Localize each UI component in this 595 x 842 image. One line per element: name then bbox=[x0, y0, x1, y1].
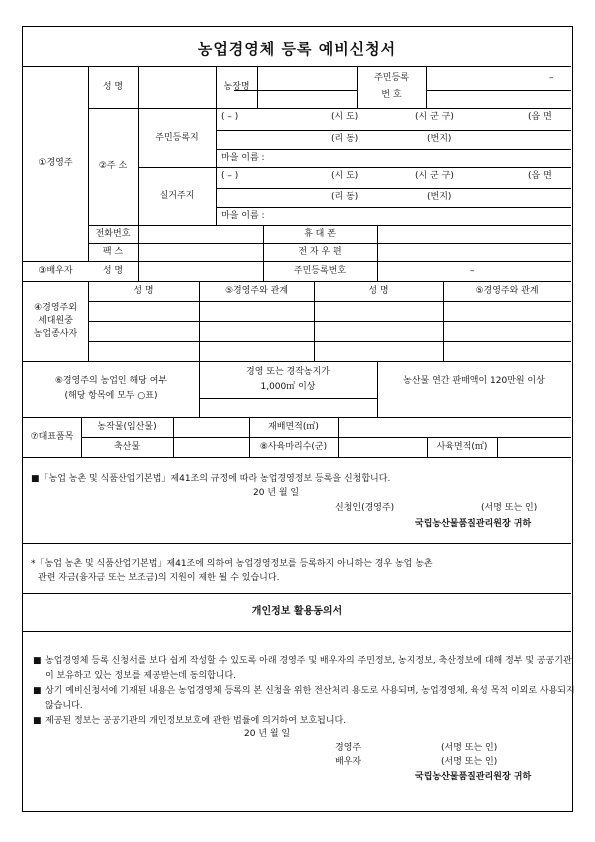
spouse-label: ③배우자 bbox=[38, 266, 73, 276]
consent-spouse-signature[interactable]: (서명 또는 인) bbox=[441, 757, 498, 767]
vrule-rrn-value bbox=[426, 66, 427, 108]
rule-title bbox=[23, 66, 571, 67]
household-col-name-2: 성 명 bbox=[368, 286, 389, 296]
farm-name-label: 농장명 bbox=[223, 82, 250, 92]
bullet-icon: ■ bbox=[33, 686, 42, 696]
res-sido: (시 도) bbox=[331, 171, 359, 181]
reg-sido: (시 도) bbox=[331, 112, 359, 122]
rule-opt1-split bbox=[199, 398, 377, 399]
res-beonji: (번지) bbox=[427, 192, 452, 202]
rrn-dash: – bbox=[549, 73, 554, 83]
res-address-label: 실거주지 bbox=[159, 191, 195, 201]
name-input[interactable] bbox=[140, 68, 214, 106]
application-statement: ■「농업 농촌 및 식품산업기본법」제41조의 규정에 따라 농업경영정보 등록을 신청합니다. bbox=[31, 474, 391, 484]
consent-title: 개인정보 활용동의서 bbox=[251, 606, 343, 617]
farmer-status-hint: (해당 항목에 모두 ○표) bbox=[64, 391, 158, 401]
name-label: 성 명 bbox=[102, 82, 124, 92]
option-farmland-line1: 경영 또는 경작농지가 bbox=[246, 367, 330, 377]
vrule-items-c4 bbox=[338, 417, 339, 457]
farmer-status-label: ⑥경영주의 농업인 해당 여부 bbox=[54, 376, 168, 386]
bullet-icon: ■ bbox=[33, 716, 42, 726]
vrule-phone-value bbox=[377, 225, 378, 281]
breeding-area-label: 사육면적(㎡) bbox=[436, 442, 488, 452]
spouse-name-input[interactable] bbox=[140, 263, 261, 280]
farm-name-input[interactable] bbox=[259, 68, 355, 106]
reg-eupmyeon: (읍 면 bbox=[528, 112, 552, 122]
consent-addressee: 국립농산물품질관리원장 귀하 bbox=[415, 772, 532, 782]
vrule-addr-sub bbox=[216, 108, 217, 225]
consent-item-text: 농업경영체 등록 신청서를 보다 쉽게 작성할 수 있도록 아래 경영주 및 배우자의 주민정보, 농지정보, 축산정보에 대해 정부 및 공공기관이 보유하고 있는 정보를 제공받는데 동의합니다. bbox=[45, 656, 572, 681]
household-label-2: 세대원중 bbox=[38, 316, 73, 326]
household-label-3: 농업종사자 bbox=[33, 329, 78, 339]
rule-household-r2 bbox=[88, 341, 571, 342]
spouse-rrn-dash: – bbox=[470, 266, 475, 276]
livestock-label: 축산물 bbox=[113, 442, 141, 452]
bullet-icon: ■ bbox=[33, 656, 42, 666]
rule-row1 bbox=[88, 108, 571, 109]
reg-village-label: 마을 이름 : bbox=[221, 153, 265, 163]
crop-label: 농작물(임산물) bbox=[97, 422, 157, 432]
email-input[interactable] bbox=[379, 245, 569, 260]
rule-items-end bbox=[23, 457, 571, 458]
consent-item-text: 제공된 정보는 공공기관의 개인정보보호에 관한 법률에 의거하여 보호됩니다. bbox=[45, 716, 347, 726]
rule-application-end bbox=[23, 543, 571, 544]
consent-item-text: 상기 예비신청서에 기재된 내용은 농업경영체 등록의 본 신청을 위한 전산처리 용도로 사용되며, 농업경영체, 육성 목적 이외로 사용되지 않습니다. bbox=[45, 686, 575, 711]
reg-postcode: ( – ) bbox=[221, 112, 239, 122]
household-col-relation-2: ⑤경영주와 관계 bbox=[475, 286, 539, 296]
applicant-signature[interactable]: (서명 또는 인) bbox=[481, 503, 538, 513]
mobile-input[interactable] bbox=[379, 227, 569, 242]
rule-household-end bbox=[23, 361, 571, 362]
household-col-name-1: 성 명 bbox=[133, 286, 154, 296]
consent-operator-signature[interactable]: (서명 또는 인) bbox=[441, 743, 498, 753]
reg-sigungu: (시 군 구) bbox=[415, 112, 454, 122]
household-col-relation-1: ⑤경영주와 관계 bbox=[224, 286, 289, 296]
consent-operator-label: 경영주 bbox=[335, 743, 362, 753]
reg-ridong: (리 동) bbox=[331, 134, 359, 144]
rrn-label-1: 주민등록 bbox=[374, 73, 409, 83]
breeding-area-input[interactable] bbox=[499, 439, 569, 456]
address-label: ②주 소 bbox=[98, 161, 128, 171]
items-label: ⑦대표품목 bbox=[30, 432, 74, 442]
res-postcode: ( – ) bbox=[221, 171, 239, 181]
application-form bbox=[22, 26, 573, 812]
rule-reg-end bbox=[138, 167, 571, 168]
option-farmland-line2: 1,000㎡ 이상 bbox=[260, 382, 316, 392]
vrule-status-opt2 bbox=[377, 361, 378, 417]
operator-label: ①경영주 bbox=[38, 158, 73, 168]
herd-count-input[interactable] bbox=[340, 439, 426, 456]
spouse-rrn-label: 주민등록번호 bbox=[293, 266, 347, 276]
notice-line-2: 관련 자금(융자금 또는 보조금)의 지원이 제한 될 수 있습니다. bbox=[38, 573, 280, 583]
cultivation-area-input[interactable] bbox=[340, 419, 569, 436]
vrule-name-value bbox=[138, 66, 139, 281]
res-ridong: (리 동) bbox=[331, 192, 359, 202]
vrule-items-c6 bbox=[497, 437, 498, 457]
reg-address-label: 주민등록지 bbox=[155, 133, 199, 143]
fax-label: 팩 스 bbox=[102, 247, 124, 257]
rule-notice-end bbox=[23, 593, 571, 594]
consent-item bbox=[33, 654, 575, 684]
household-label-1: ④경영주외 bbox=[34, 303, 77, 313]
consent-item bbox=[33, 714, 575, 729]
option-sales[interactable]: 농산물 연간 판매액이 120만원 이상 bbox=[403, 376, 545, 386]
vrule-items-c2 bbox=[173, 417, 174, 457]
rule-addr-end bbox=[88, 225, 571, 226]
application-date: 20 년 월 일 bbox=[253, 488, 300, 498]
vrule-farm-value bbox=[257, 66, 258, 108]
herd-count-label: ⑧사육마리수(군) bbox=[259, 442, 328, 452]
rrn-input[interactable] bbox=[428, 68, 569, 106]
applicant-label: 신청인(경영주) bbox=[335, 503, 395, 513]
rule-household-r1 bbox=[88, 321, 571, 322]
rule-spouse-end bbox=[23, 281, 571, 282]
consent-item bbox=[33, 684, 575, 714]
res-address-input[interactable] bbox=[218, 169, 569, 224]
crop-input[interactable] bbox=[175, 419, 247, 436]
fax-input[interactable] bbox=[140, 245, 261, 260]
res-village-label: 마을 이름 : bbox=[221, 211, 265, 221]
rule-consent-title-end bbox=[23, 631, 571, 632]
rule-household-header bbox=[88, 301, 571, 302]
spouse-rrn-input[interactable] bbox=[379, 263, 569, 280]
option-farmland-mark[interactable] bbox=[201, 400, 375, 416]
res-sigungu: (시 군 구) bbox=[415, 171, 454, 181]
reg-beonji: (번지) bbox=[427, 134, 452, 144]
res-eupmyeon: (읍 면 bbox=[528, 171, 552, 181]
rule-phone bbox=[88, 243, 571, 244]
email-label: 전 자 우 편 bbox=[298, 247, 342, 257]
reg-address-input[interactable] bbox=[218, 110, 569, 166]
rule-status-end bbox=[23, 417, 571, 418]
rule-op-end bbox=[23, 261, 571, 262]
form-title: 농업경영체 등록 예비신청서 bbox=[197, 40, 397, 58]
cultivation-area-label: 재배면적(㎡) bbox=[268, 422, 319, 432]
application-addressee: 국립농산물품질관리원장 귀하 bbox=[415, 519, 532, 529]
spouse-name-label: 성 명 bbox=[102, 266, 124, 276]
livestock-input[interactable] bbox=[175, 439, 247, 456]
phone-label: 전화번호 bbox=[95, 229, 131, 239]
rrn-label-2: 번 호 bbox=[381, 90, 402, 100]
consent-spouse-label: 배우자 bbox=[335, 757, 362, 767]
mobile-label: 휴 대 폰 bbox=[304, 229, 336, 239]
consent-date: 20 년 월 일 bbox=[244, 729, 291, 739]
notice-line-1: *「농업 농촌 및 식품산업기본법」제41조에 의하여 농업경영정보를 등록하지 아니하는 경우 농업 농촌 bbox=[31, 559, 433, 569]
phone-input[interactable] bbox=[140, 227, 261, 242]
